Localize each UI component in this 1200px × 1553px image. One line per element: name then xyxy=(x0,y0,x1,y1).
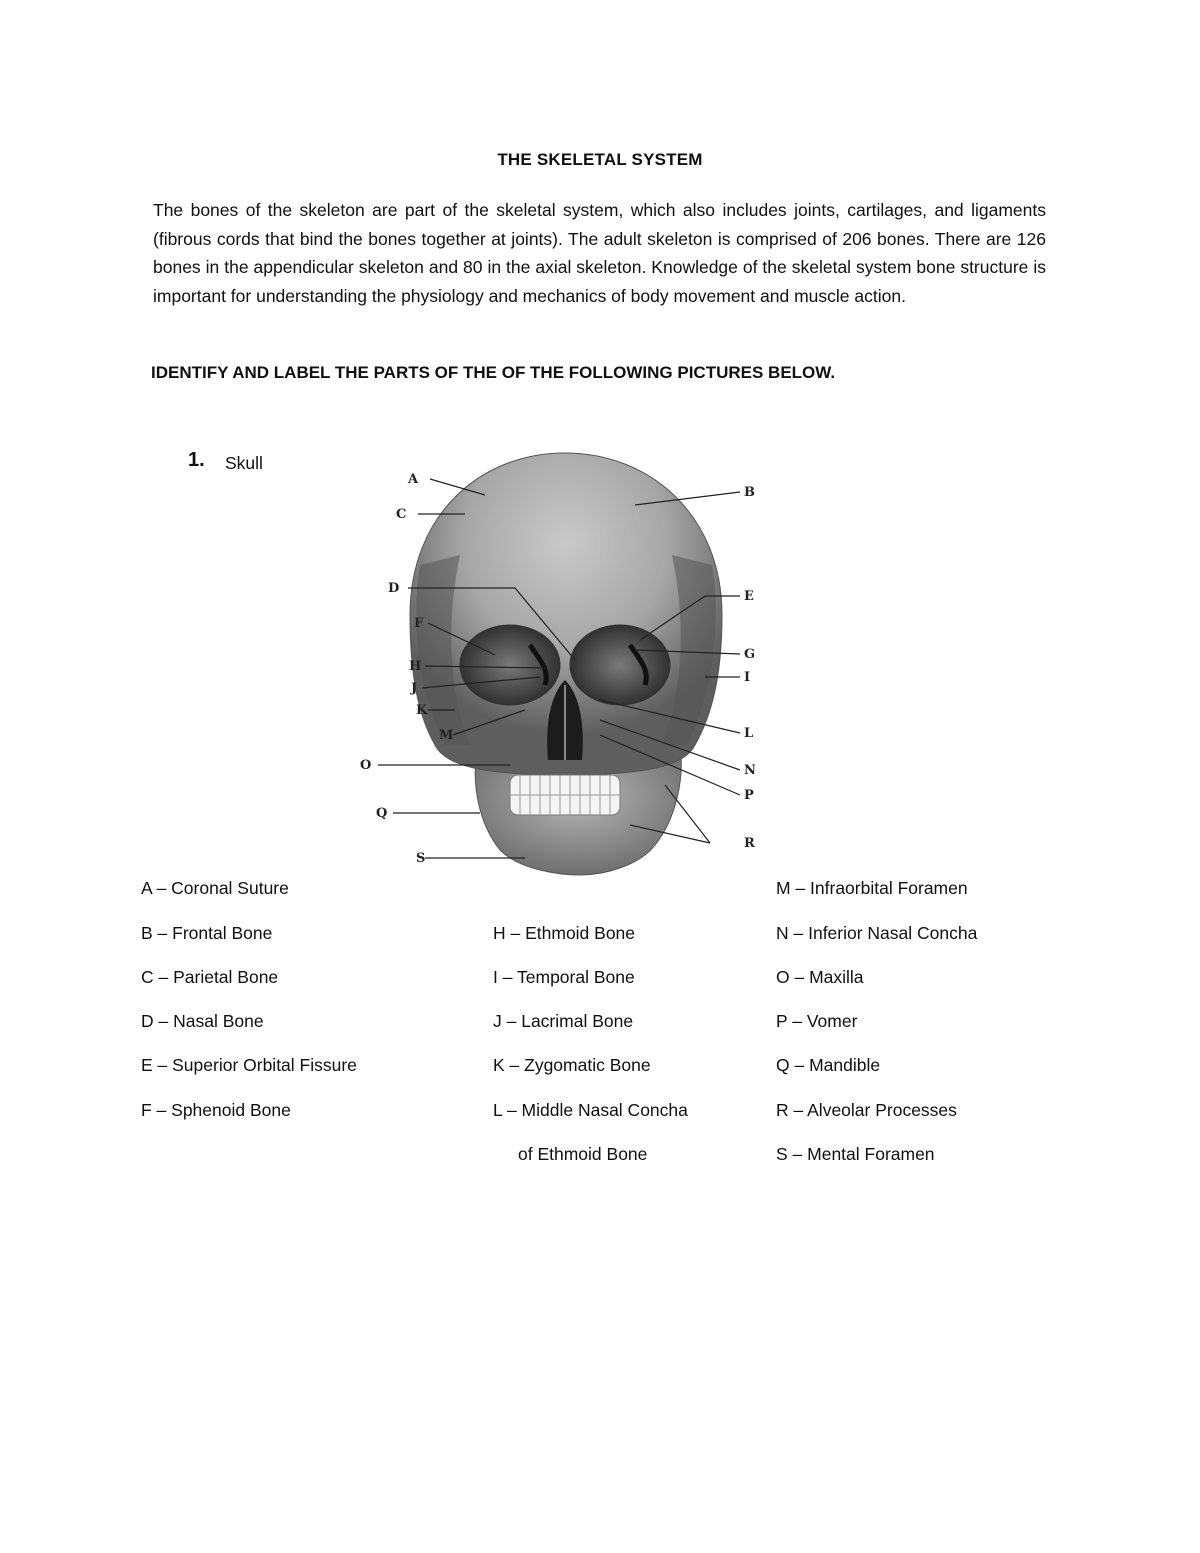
label-b: B xyxy=(744,485,755,500)
label-r: R xyxy=(744,836,755,851)
key-h: H – Ethmoid Bone xyxy=(493,923,636,943)
label-e: E xyxy=(744,589,754,604)
label-c: C xyxy=(396,507,407,522)
key-b: B – Frontal Bone xyxy=(141,923,273,943)
key-a: A – Coronal Suture xyxy=(141,878,289,898)
page-title: THE SKELETAL SYSTEM xyxy=(497,150,703,169)
skull-diagram xyxy=(350,445,780,915)
key-f: F – Sphenoid Bone xyxy=(141,1100,291,1120)
key-m: M – Infraorbital Foramen xyxy=(776,878,968,898)
label-q: Q xyxy=(376,806,388,821)
key-c: C – Parietal Bone xyxy=(141,967,279,987)
label-l: L xyxy=(744,726,754,741)
skull-image xyxy=(410,453,722,875)
key-r: R – Alveolar Processes xyxy=(776,1100,957,1120)
label-a: A xyxy=(408,472,419,487)
label-j: J xyxy=(411,681,418,696)
label-o: O xyxy=(360,758,372,773)
key-p: P – Vomer xyxy=(776,1011,858,1031)
label-g: G xyxy=(744,647,756,662)
key-q: Q – Mandible xyxy=(776,1055,881,1075)
instruction-heading: IDENTIFY AND LABEL THE PARTS OF THE OF THE FOLLOWING PICTURES BELOW. xyxy=(151,363,836,382)
item-number: 1. xyxy=(188,449,205,471)
key-l: L – Middle Nasal Concha xyxy=(493,1100,688,1120)
item-label: Skull xyxy=(225,453,263,473)
key-k: K – Zygomatic Bone xyxy=(493,1055,651,1075)
key-n: N – Inferior Nasal Concha xyxy=(776,923,978,943)
intro-paragraph: The bones of the skeleton are part of the skeletal system, which also includes joints, cartilages, and ligaments (fibrous cords that bind the bones together at joints). The adult skeleton is comprised of 206 bones. There are 126 bones in the appendicular skeleton and 80 in the axial skeleton. Knowledge of the skeletal system bone structure is important for understanding the physiology and mechanics of body movement and muscle action. xyxy=(153,200,1046,306)
label-s: S xyxy=(416,851,426,866)
label-m: M xyxy=(439,728,454,743)
key-i: I – Temporal Bone xyxy=(493,967,635,987)
label-h: H xyxy=(409,659,422,674)
label-f: F xyxy=(414,616,424,631)
label-d: D xyxy=(388,581,400,596)
key-s: S – Mental Foramen xyxy=(776,1144,935,1164)
label-i: I xyxy=(744,670,751,685)
label-n: N xyxy=(744,763,756,778)
key-l-continued: of Ethmoid Bone xyxy=(518,1144,648,1164)
key-d: D – Nasal Bone xyxy=(141,1011,264,1031)
key-j: J – Lacrimal Bone xyxy=(493,1011,634,1031)
key-o: O – Maxilla xyxy=(776,967,864,987)
key-e: E – Superior Orbital Fissure xyxy=(141,1055,357,1075)
label-p: P xyxy=(744,788,754,803)
label-k: K xyxy=(416,703,428,718)
